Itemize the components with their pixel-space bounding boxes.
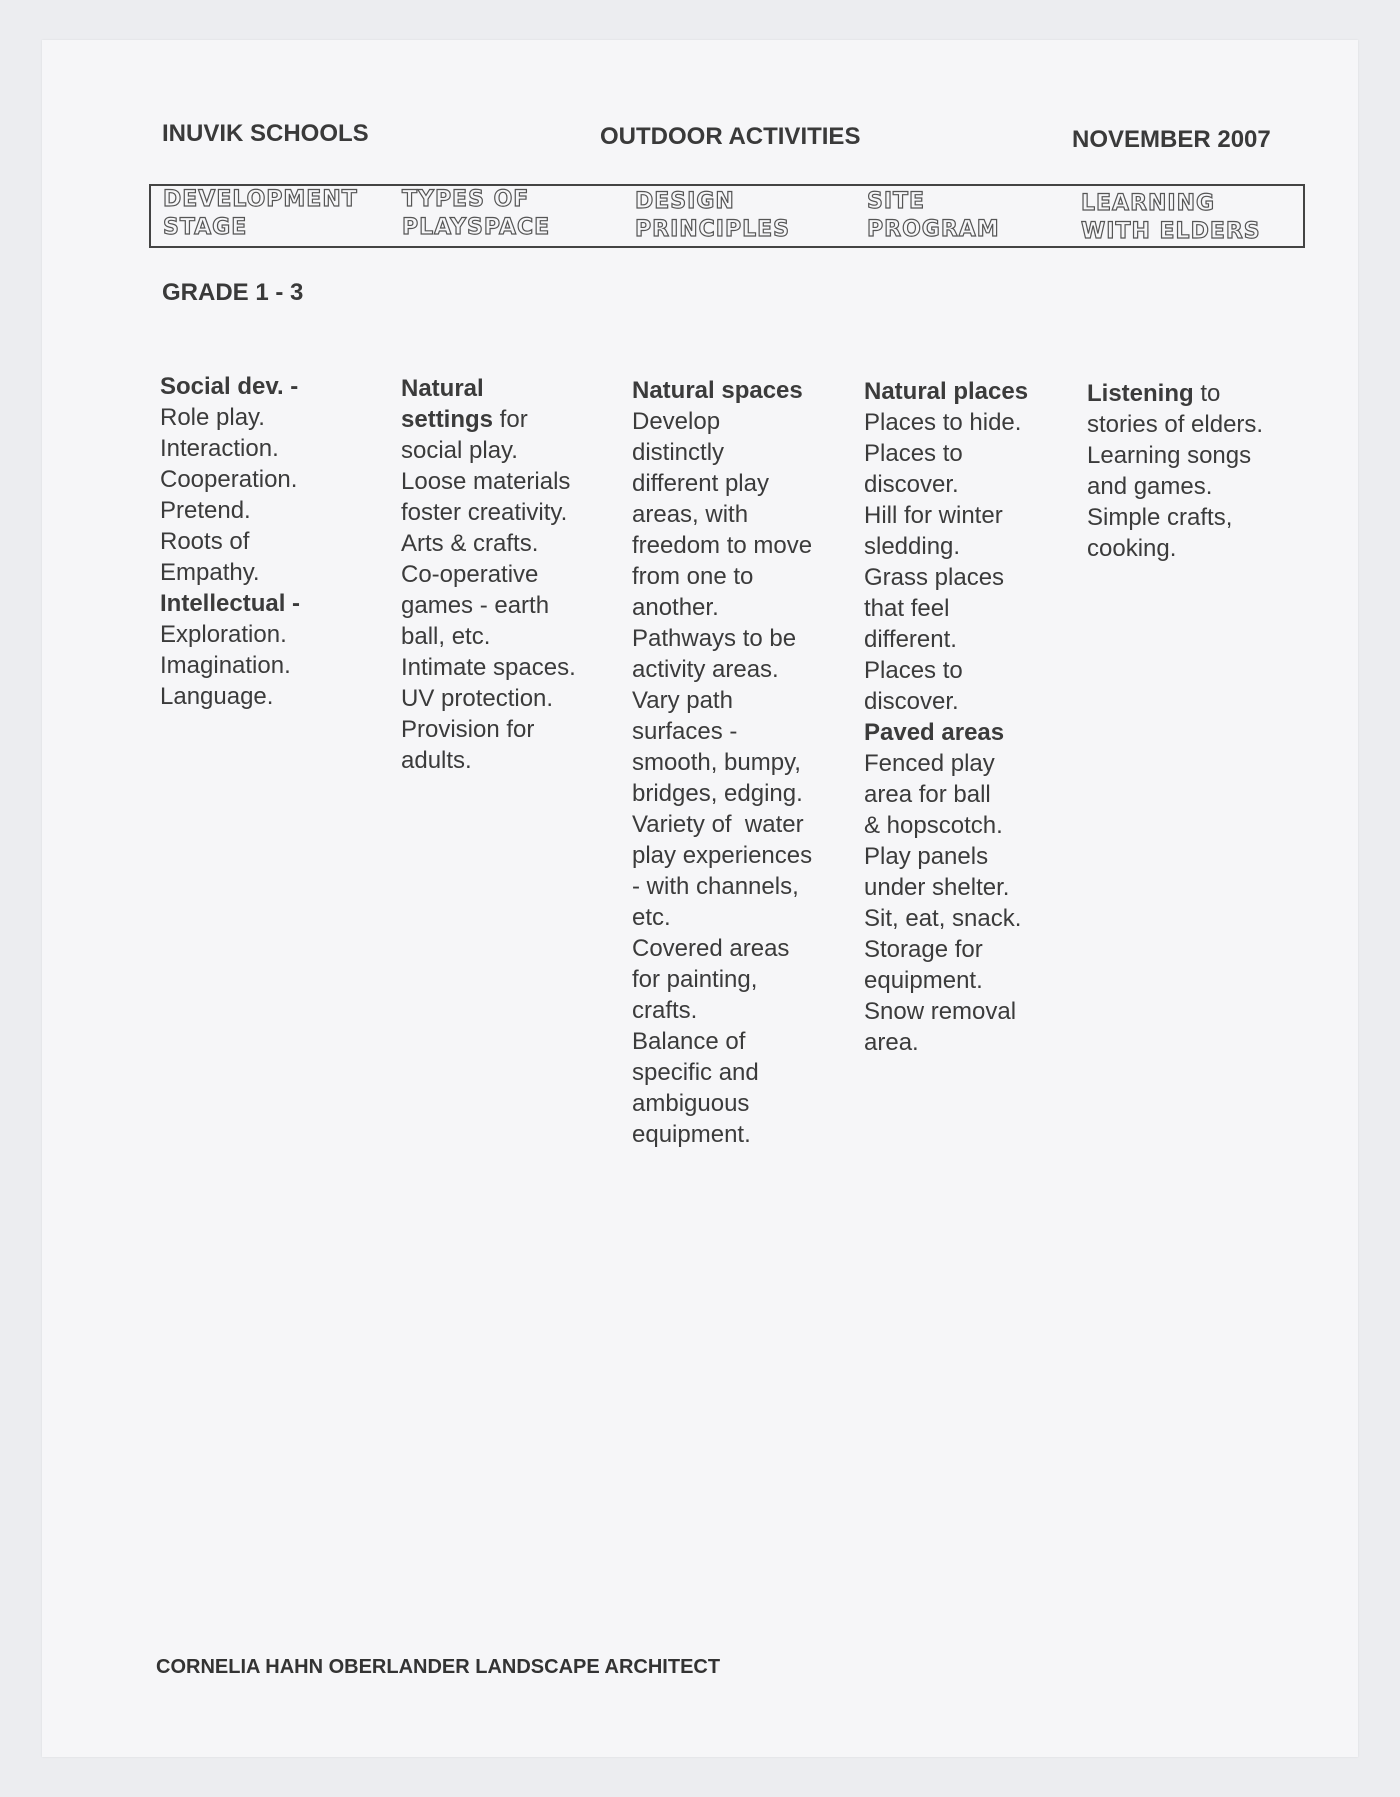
item-text: discover. [864,471,959,498]
list-item [632,1119,812,1150]
item-text: area for ball [864,781,991,808]
item-text: freedom to move [632,532,813,559]
list-item [401,683,576,714]
item-text: Roots of [160,528,250,555]
item-text: & hopscotch. [864,812,1003,839]
list-item [401,590,576,621]
list-item [864,965,1028,996]
item-text: and games. [1087,473,1213,500]
item-text: Places to hide. [864,409,1022,436]
item-text: discover. [864,688,959,715]
list-item [160,619,300,650]
list-item [632,561,812,592]
item-text: to [1193,380,1221,407]
list-item [632,468,812,499]
development-stage-column [160,371,300,712]
list-item [632,499,812,530]
item-text: different. [864,626,957,653]
item-text: Empathy. [160,559,260,586]
list-item [864,500,1028,531]
item-text: adults. [401,747,472,774]
bold-heading-text: Natural places [864,378,1029,405]
item-text: smooth, bumpy, [632,749,801,776]
column-heading-types-of-playspace [402,186,550,242]
item-text: cooking. [1087,535,1177,562]
item-text: Provision for [401,716,535,743]
item-text: Co-operative [401,561,539,588]
item-text: Storage for [864,936,983,963]
list-item [401,466,576,497]
list-item [864,438,1028,469]
item-text: Vary path [632,687,733,714]
list-item [160,402,300,433]
list-item [160,526,300,557]
column-heading-site-program [867,188,1000,244]
list-item [864,903,1028,934]
item-text: games - earth [401,592,550,619]
item-text: Simple crafts, [1087,504,1233,531]
column-heading-line: WITH ELDERS [1081,219,1261,244]
item-text: Intimate spaces. [401,654,576,681]
list-item [864,1027,1028,1058]
item-text: area. [864,1029,919,1056]
list-item [632,964,812,995]
column-heading-learning-with-elders [1081,190,1261,246]
column-heading-line: PROGRAM [867,217,1000,242]
list-item [401,497,576,528]
bold-heading-text: Social dev. - [160,373,299,400]
list-item [160,371,300,402]
item-text: Pretend. [160,497,251,524]
item-text: ambiguous [632,1090,750,1117]
list-item [864,376,1028,407]
list-item [632,654,812,685]
list-item [1087,440,1263,471]
list-item [632,685,812,716]
list-item [632,1057,812,1088]
list-item [864,407,1028,438]
item-text: from one to [632,563,754,590]
list-item [864,655,1028,686]
column-heading-line: PRINCIPLES [635,217,791,242]
item-text: bridges, edging. [632,780,803,807]
site-program-column [864,376,1028,1058]
item-text: that feel [864,595,950,622]
list-item [401,621,576,652]
list-item [401,404,576,435]
list-item [160,588,300,619]
list-item [632,902,812,933]
list-item [864,810,1028,841]
list-item [632,747,812,778]
column-heading-line: DEVELOPMENT [163,187,358,212]
list-item [160,433,300,464]
list-item [160,557,300,588]
item-text: Covered areas [632,935,790,962]
item-text: Pathways to be [632,625,797,652]
list-item [864,593,1028,624]
item-text: equipment. [864,967,983,994]
item-text: Interaction. [160,435,279,462]
list-item [1087,471,1263,502]
item-text: Snow removal [864,998,1017,1025]
list-item [632,623,812,654]
item-text: Loose materials [401,468,571,495]
list-item [864,934,1028,965]
item-text: equipment. [632,1121,751,1148]
list-item [160,495,300,526]
list-item [632,1026,812,1057]
item-text: sledding. [864,533,961,560]
bold-heading-text: Natural [401,375,484,402]
column-heading-line: LEARNING [1081,191,1216,216]
list-item [160,681,300,712]
list-item [864,841,1028,872]
list-item [864,779,1028,810]
list-item [632,530,812,561]
header-school-name: INUVIK SCHOOLS [162,120,369,147]
item-text: Places to [864,657,963,684]
item-text: Sit, eat, snack. [864,905,1022,932]
item-text: under shelter. [864,874,1010,901]
grade-label: GRADE 1 - 3 [162,279,304,306]
bold-heading-text: Listening [1087,380,1194,407]
item-text: Arts & crafts. [401,530,539,557]
item-text: foster creativity. [401,499,568,526]
list-item [160,650,300,681]
item-text: another. [632,594,719,621]
bold-heading-text: Natural spaces [632,377,803,404]
item-text: play experiences [632,842,813,869]
list-item [632,840,812,871]
item-text: Learning songs [1087,442,1252,469]
item-text: Exploration. [160,621,287,648]
item-text: Grass places [864,564,1005,591]
column-heading-line: SITE [867,189,926,214]
header-document-title: OUTDOOR ACTIVITIES [600,123,861,150]
item-text: ball, etc. [401,623,491,650]
list-item [401,435,576,466]
list-item [632,375,812,406]
list-item [632,716,812,747]
bold-heading-text: Paved areas [864,719,1005,746]
list-item [632,437,812,468]
item-text: Variety of water [632,811,804,838]
item-text: activity areas. [632,656,779,683]
item-text: UV protection. [401,685,554,712]
list-item [864,717,1028,748]
list-item [632,778,812,809]
item-text: Balance of [632,1028,746,1055]
list-item [632,406,812,437]
header-date: NOVEMBER 2007 [1072,126,1271,153]
column-heading-design-principles [635,188,790,244]
column-heading-line: STAGE [163,215,248,240]
item-text: etc. [632,904,671,931]
bold-heading-text: Intellectual - [160,590,301,617]
item-text: for painting, [632,966,758,993]
list-item [632,933,812,964]
column-heading-line: DESIGN [635,189,735,214]
item-text: crafts. [632,997,698,1024]
item-text: Fenced play [864,750,995,777]
bold-heading-text: settings [401,406,494,433]
item-text: Develop [632,408,721,435]
list-item [864,562,1028,593]
types-of-playspace-column [401,373,576,776]
item-text: Cooperation. [160,466,298,493]
list-item [401,652,576,683]
item-text: surfaces - [632,718,738,745]
item-text: for [493,406,528,433]
list-item [1087,409,1263,440]
item-text: different play [632,470,769,497]
list-item [632,592,812,623]
list-item [401,559,576,590]
list-item [864,469,1028,500]
list-item [401,528,576,559]
item-text: Hill for winter [864,502,1003,529]
item-text: Imagination. [160,652,291,679]
column-heading-line: TYPES OF [402,187,530,212]
list-item [401,373,576,404]
list-item [632,871,812,902]
item-text: - with channels, [632,873,799,900]
list-item [401,745,576,776]
list-item [864,531,1028,562]
item-text: Places to [864,440,963,467]
list-item [864,748,1028,779]
item-text: specific and [632,1059,759,1086]
list-item [864,996,1028,1027]
list-item [632,995,812,1026]
column-heading-development-stage [163,186,358,242]
item-text: Play panels [864,843,989,870]
item-text: social play. [401,437,518,464]
design-principles-column [632,375,812,1150]
item-text: Language. [160,683,274,710]
list-item [160,464,300,495]
column-heading-line: PLAYSPACE [402,215,551,240]
list-item [864,872,1028,903]
list-item [1087,533,1263,564]
list-item [1087,502,1263,533]
item-text: stories of elders. [1087,411,1264,438]
column-headings-box [149,184,1305,248]
list-item [864,686,1028,717]
item-text: Role play. [160,404,265,431]
list-item [1087,378,1263,409]
footer-credit: CORNELIA HAHN OBERLANDER LANDSCAPE ARCHITECT [156,1656,721,1678]
list-item [401,714,576,745]
item-text: areas, with [632,501,749,528]
list-item [864,624,1028,655]
item-text: distinctly [632,439,725,466]
list-item [632,1088,812,1119]
learning-with-elders-column [1087,378,1263,564]
list-item [632,809,812,840]
